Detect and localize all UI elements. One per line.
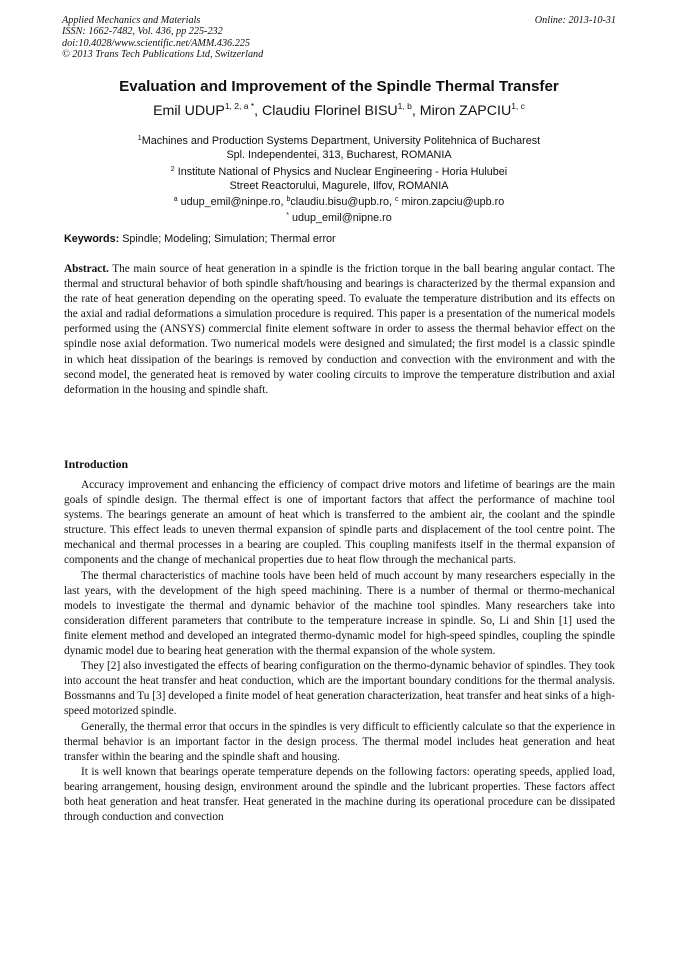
abstract [64,262,615,398]
email-mark: * [286,212,289,220]
copyright-line: © 2013 Trans Tech Publications Ltd, Switzerland [62,49,264,61]
introduction-body [64,478,615,825]
author-affil-marks: 1, b [397,101,412,111]
affiliation-2-address: Street Reactorului, Magurele, Ilfov, ROMANIA [229,179,449,192]
email-address: claudiu.bisu@upb.ro, [290,196,392,209]
author-name: Emil UDUP [153,103,225,119]
affil-text: Institute National of Physics and Nuclear Engineering - Horia Hulubei [177,165,508,178]
abstract-label: Abstract. [64,263,109,275]
section-heading: Introduction [64,457,129,471]
corresponding-email-line [62,209,616,225]
affil-mark: 1 [137,135,142,142]
body-paragraph: The thermal characteristics of machine tools have been held of much account by many researchers especially in the last years, with the development of the high speed machining. There is a number of thermal or thermo-mechanical models to investigate the thermal and dynamic behavior of the machine tool spindles. Many researchers take into consideration different parameters that contribute to the temperature increase in spindle. So, Li and Shin [1] used the finite element method and developed an integrated thermo-dynamic model for high-speed spindles, coupling the spindle dynamic model due to bearing heat generation with the thermal expansion of the whole system. [64,569,615,658]
email-mark: c [394,196,399,204]
email-address: miron.zapciu@upb.ro [401,196,505,209]
doi-line: doi:10.4028/www.scientific.net/AMM.436.225 [62,37,250,49]
journal-name: Applied Mechanics and Materials [62,15,201,26]
affil-mark: 2 [170,165,175,173]
keywords-text: Spindle; Modeling; Simulation; Thermal error [122,233,336,245]
author-affil-marks: 1, 2, a * [224,101,255,111]
author-list [62,101,616,119]
email-line [62,193,616,209]
author-separator: , [411,103,420,119]
journal-header [62,15,616,61]
paper-title: Evaluation and Improvement of the Spindle Thermal Transfer [119,78,559,95]
issn-line: ISSN: 1662-7482, Vol. 436, pp 225-232 [62,26,223,38]
body-paragraph: Generally, the thermal error that occurs in the spindles is very difficult to efficiently calculate so that the experience in thermal behavior is an important factor in the design process. The thermal model includes heat generation and heat transfer within the bearing and the spindle shaft and housing. [64,720,615,763]
affil-text: Machines and Production Systems Department, University Politehnica of Bucharest [141,135,541,147]
email-mark: b [286,196,291,204]
online-date: Online: 2013-10-31 [534,15,616,26]
keywords-label: Keywords: [64,233,120,245]
abstract-paragraph [64,262,615,398]
keywords [64,233,616,245]
author-affil-marks: 1, c [511,101,525,111]
author-name: Claudiu Florinel BISU [262,103,398,119]
email-address: udup_emil@ninpe.ro, [180,196,284,209]
abstract-text: The main source of heat generation in a spindle is the friction torque in the ball bearing angular contact. The thermal and structural behavior of both spindle shaft/housing and bearings is characterized by the thermal expansion and the rate of heat generation depending on the operating speed. To evaluate the temperature distribution and its effects on the axial and radial deformations a simulation procedure is required. This paper is a presentation of the numerical models performed using the (ANSYS) commercial finite element software in order to assess the thermal behavior effect on the spindle nose axial deformation. Two numerical models were designed and simulated; the first model is a classic spindle in which heat dissipation of the bearings is removed by conduction and convection with the environment and with the second model, the generated heat is removed by water cooling circuits to improve the temperature distribution and axial deformation in the housing and spindle shaft. [64,263,615,396]
author-separator: , [254,103,263,119]
affiliation-2 [62,163,616,179]
email-mark: a [173,196,178,204]
affiliations [62,132,616,226]
body-paragraph: They [2] also investigated the effects of bearing configuration on the thermo-dynamic behavior of spindles. They took into account the heat transfer and heat conduction, which are the important boundary conditions for the thermal analysis. Bossmanns and Tu [3] developed a finite model of heat generation characterization, heat transfer and heat sinks of a high-speed motorized spindle. [64,660,615,718]
body-paragraph: Accuracy improvement and enhancing the efficiency of compact drive motors and lifetime of bearings are the main goals of spindle design. The thermal effect is one of important factors that affect the performance of machine tool systems. The bearings generate an amount of heat which is transferred to the ambient air, the coolant and the spindle structure. This effect leads to uneven thermal expansion of spindle parts and displacement of the tool centre point. The mechanical and thermal processes in a bearing are coupled. This coupling manifests itself in the thermal expansion of components and the change of mechanical properties due to heat flow through the mechanical parts. [64,479,615,567]
affiliation-1-address: Spl. Independentei, 313, Bucharest, ROMANIA [226,149,452,162]
email-address: udup_emil@nipne.ro [291,212,392,225]
author-name: Miron ZAPCIU [419,103,512,119]
body-paragraph: It is well known that bearings operate temperature depends on the following factors: operating speeds, applied load, bearing arrangement, housing design, environment around the spindle and the lubricant properties. These factors affect both heat generation and heat transfer. Heat generated in the machine during its operational procedure can be dissipated through conduction and convection [64,765,615,824]
affiliation-1 [62,132,616,148]
